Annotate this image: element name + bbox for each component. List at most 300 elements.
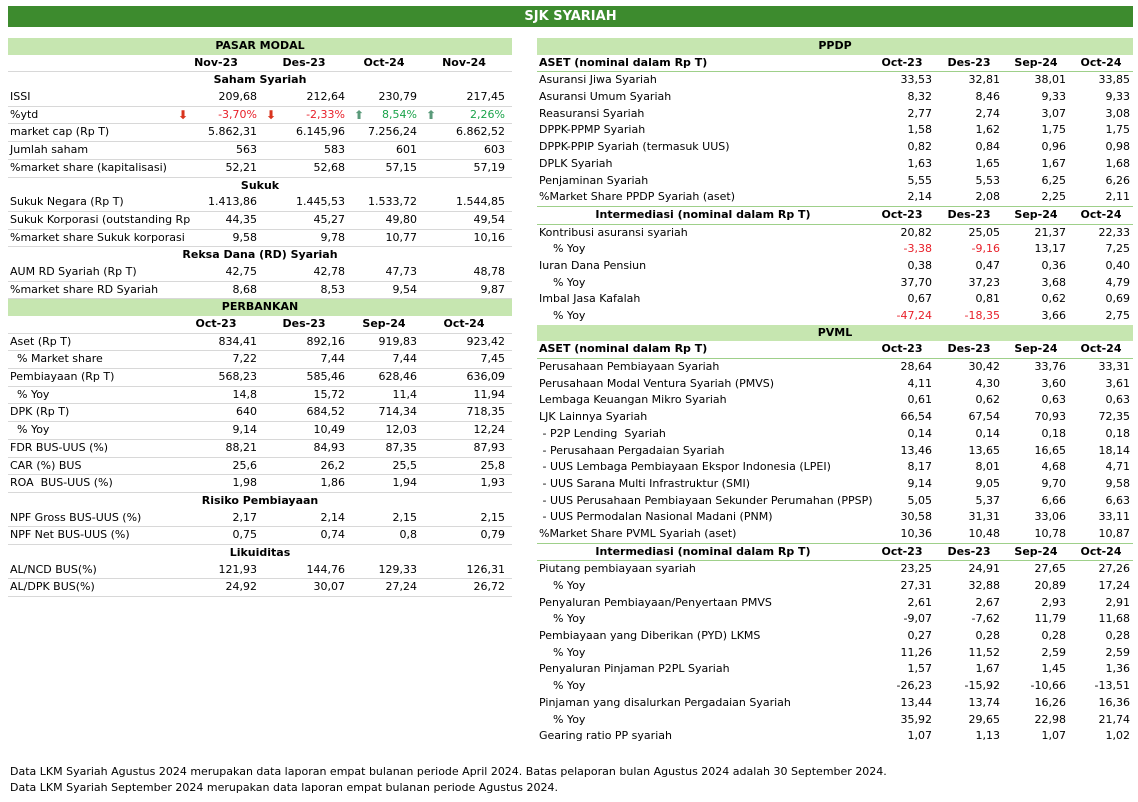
row-value: 20,89 (1034, 579, 1066, 592)
section-pasar-modal (8, 38, 512, 55)
row-value: 16,26 (1034, 695, 1066, 709)
table-row (8, 282, 512, 300)
row-value: 714,34 (378, 405, 417, 419)
table-row (537, 241, 1133, 258)
header-perbankan-col: Des-23 (282, 317, 326, 330)
row-value: -3,70% (218, 107, 257, 121)
table-row (537, 645, 1133, 662)
row-value: 28,64 (900, 360, 932, 374)
row-value: 33,31 (1098, 360, 1130, 374)
row-value: 11,4 (392, 387, 417, 401)
row-value: 583 (324, 143, 345, 157)
table-row (537, 595, 1133, 612)
row-value: 38,01 (1034, 73, 1066, 87)
table-row (8, 369, 512, 387)
table-row (537, 526, 1133, 543)
row-value: 16,65 (1034, 443, 1066, 457)
table-row (537, 509, 1133, 526)
row-label: %ytd (10, 107, 39, 121)
table-row (8, 230, 512, 248)
row-value: 4,30 (975, 376, 1000, 390)
row-value: 6,26 (1105, 173, 1130, 187)
row-label: Gearing ratio PP syariah (539, 729, 672, 743)
row-value: 87,35 (385, 440, 417, 454)
row-value: 3,07 (1041, 106, 1066, 120)
row-value: 10,36 (900, 526, 932, 540)
row-value: -2,33% (306, 107, 345, 121)
table-row (537, 72, 1133, 89)
footnote-2: Data LKM Syariah September 2024 merupakan data laporan empat bulanan periode Agustus 2024. (10, 781, 558, 794)
table-row (8, 422, 512, 440)
row-value: 4,71 (1105, 460, 1130, 474)
row-value: 0,84 (975, 140, 1000, 154)
row-value: 7.256,24 (368, 125, 417, 139)
row-label: - UUS Lembaga Pembiayaan Ekspor Indonesia (LPEI) (539, 460, 831, 474)
subsection-risiko-label: Risiko Pembiayaan (201, 493, 319, 507)
row-value: 8,32 (907, 90, 932, 104)
row-label: %Market Share PPDP Syariah (aset) (539, 190, 736, 204)
row-value: 9,14 (232, 423, 257, 437)
row-value: 48,78 (473, 264, 505, 278)
row-value: 1,65 (975, 156, 1000, 170)
row-label: Imbal Jasa Kafalah (539, 292, 641, 306)
row-value: 16,36 (1098, 695, 1130, 709)
header-pasar-modal (8, 55, 512, 73)
table-row (8, 334, 512, 352)
subsection-likuiditas-label: Likuiditas (229, 545, 291, 559)
row-value: 9,78 (320, 230, 345, 244)
row-value: 9,70 (1041, 476, 1066, 490)
header-col: Oct-23 (881, 207, 923, 221)
row-value: 7,25 (1105, 242, 1130, 256)
row-value: 1.413,86 (208, 195, 257, 209)
row-value: 640 (236, 405, 257, 419)
row-value: 23,25 (900, 562, 932, 576)
row-value: 10,78 (1034, 526, 1066, 540)
row-label: market cap (Rp T) (10, 125, 110, 139)
row-value: 892,16 (306, 334, 345, 348)
arrow-up-icon: ⬆ (426, 107, 437, 122)
table-row (537, 409, 1133, 426)
row-value: 13,44 (900, 695, 932, 709)
table-row (537, 443, 1133, 460)
table-row (8, 562, 512, 580)
row-value: 1,36 (1105, 662, 1130, 676)
row-value: 1,86 (320, 476, 345, 490)
row-label: DPLK Syariah (539, 156, 613, 170)
row-value: 1,67 (1041, 156, 1066, 170)
header-col: Des-23 (947, 544, 991, 558)
header-label: Intermediasi (nominal dalam Rp T) (595, 207, 811, 221)
header-pvml-aset-col: Oct-23 (881, 342, 923, 356)
row-label: % Yoy (539, 679, 586, 693)
row-value: 27,65 (1034, 562, 1066, 576)
row-value: 10,48 (968, 526, 1000, 540)
row-value: 0,61 (907, 393, 932, 407)
row-value: 11,68 (1098, 612, 1130, 626)
row-label: NPF Net BUS-UUS (%) (10, 528, 130, 542)
header-pasar-modal-col: Des-23 (282, 55, 326, 69)
row-label: LJK Lainnya Syariah (539, 410, 648, 424)
row-value: 2,59 (1041, 645, 1066, 659)
table-row (8, 440, 512, 458)
row-value: 70,93 (1034, 410, 1066, 424)
row-label: Asuransi Umum Syariah (539, 90, 672, 104)
row-value: 12,24 (473, 423, 505, 437)
header-pvml-aset-label: ASET (nominal dalam Rp T) (539, 342, 708, 356)
row-label: % Yoy (539, 612, 586, 626)
row-value: 8,17 (907, 460, 932, 474)
row-value: 568,23 (218, 370, 257, 384)
row-value: 26,2 (320, 458, 345, 472)
row-label: - UUS Permodalan Nasional Madani (PNM) (539, 510, 773, 524)
row-label: Pinjaman yang disalurkan Pergadaian Syariah (539, 695, 791, 709)
row-value: 26,72 (473, 580, 505, 594)
row-value: 0,75 (232, 528, 257, 542)
row-value: 4,68 (1041, 460, 1066, 474)
row-value: 45,27 (313, 212, 345, 226)
arrow-down-icon: ⬇ (266, 107, 277, 122)
table-row (537, 225, 1133, 242)
table-row (537, 678, 1133, 695)
table-row (8, 89, 512, 107)
subsection-0-label: Saham Syariah (213, 73, 307, 87)
header-ppdp-aset-col: Oct-23 (881, 55, 923, 69)
row-value: 2,11 (1105, 190, 1130, 204)
row-value: 2,93 (1041, 595, 1066, 609)
row-value: 1,68 (1105, 156, 1130, 170)
row-value: 0,18 (1105, 426, 1130, 440)
row-label: Iuran Dana Pensiun (539, 258, 647, 272)
row-label: % Yoy (10, 387, 50, 401)
row-value: 24,92 (225, 580, 257, 594)
row-value: 67,54 (968, 410, 1000, 424)
row-value: 10,16 (473, 230, 505, 244)
row-label: Perusahaan Modal Ventura Syariah (PMVS) (539, 376, 775, 390)
row-value: 84,93 (313, 440, 345, 454)
row-value: 4,79 (1105, 275, 1130, 289)
row-value: 21,37 (1034, 225, 1066, 239)
table-row (8, 404, 512, 422)
header-ppdp-aset-col: Oct-24 (1080, 55, 1122, 69)
row-value: 29,65 (968, 712, 1000, 726)
header-perbankan-col: Oct-23 (195, 317, 237, 330)
row-value: 57,15 (385, 160, 417, 174)
row-label: Lembaga Keuangan Mikro Syariah (539, 393, 727, 407)
row-label: %market share (kapitalisasi) (10, 160, 167, 174)
row-value: 0,98 (1105, 140, 1130, 154)
row-label: % Yoy (539, 712, 586, 726)
row-value: 923,42 (466, 334, 505, 348)
table-row (537, 695, 1133, 712)
table-row (8, 212, 512, 230)
row-value: 0,74 (320, 528, 345, 542)
row-label: % Yoy (539, 579, 586, 592)
row-value: 0,67 (907, 292, 932, 306)
row-label: Penjaminan Syariah (539, 173, 649, 187)
header-pasar-modal-col: Nov-24 (442, 55, 486, 69)
section-ppdp (537, 38, 1133, 55)
subsection-0 (8, 72, 512, 89)
row-value: -3,38 (903, 242, 932, 256)
row-value: 7,22 (232, 352, 257, 366)
row-value: 27,24 (385, 580, 417, 594)
table-row (537, 476, 1133, 493)
section-pvml (537, 325, 1133, 342)
row-value: 2,26% (470, 107, 505, 121)
table-row (537, 291, 1133, 308)
table-row (8, 351, 512, 369)
row-label: Asuransi Jiwa Syariah (539, 73, 657, 87)
row-label: DPK (Rp T) (10, 405, 70, 419)
table-row (8, 124, 512, 142)
row-value: -7,62 (971, 612, 1000, 626)
row-value: 9,87 (480, 282, 505, 296)
row-value: 66,54 (900, 410, 932, 424)
table-row (537, 89, 1133, 106)
row-value: 209,68 (218, 90, 257, 104)
row-value: 4,11 (907, 376, 932, 390)
row-value: 9,05 (975, 476, 1000, 490)
row-label: Perusahaan Pembiayaan Syariah (539, 360, 720, 374)
row-value: 35,92 (900, 712, 932, 726)
row-value: 0,62 (975, 393, 1000, 407)
header-pvml-aset-col: Oct-24 (1080, 342, 1122, 356)
row-label: Kontribusi asuransi syariah (539, 225, 688, 239)
row-value: 217,45 (466, 90, 505, 104)
row-value: 2,14 (320, 510, 345, 524)
row-value: 1,62 (975, 123, 1000, 137)
row-value: 1.544,85 (456, 195, 505, 209)
row-value: 24,91 (968, 562, 1000, 576)
table-row (537, 712, 1133, 729)
row-label: % Yoy (539, 309, 586, 322)
row-value: 121,93 (218, 562, 257, 576)
row-value: 7,45 (480, 352, 505, 366)
row-value: -10,66 (1030, 679, 1066, 693)
row-value: 47,73 (385, 264, 417, 278)
header-ppdp-aset (537, 55, 1133, 73)
row-value: 9,14 (907, 476, 932, 490)
section-pvml-label: PVML (817, 325, 853, 339)
table-row (537, 258, 1133, 275)
row-label: DPPK-PPIP Syariah (termasuk UUS) (539, 140, 730, 154)
header-label: Intermediasi (nominal dalam Rp T) (595, 544, 811, 558)
table-row (537, 611, 1133, 628)
table-row (537, 561, 1133, 578)
row-value: 87,93 (473, 440, 505, 454)
row-value: 8,54% (382, 107, 417, 121)
row-value: 0,82 (907, 140, 932, 154)
header-perbankan-col: Oct-24 (443, 317, 485, 330)
table-row (8, 475, 512, 493)
table-row (537, 459, 1133, 476)
row-label: NPF Gross BUS-UUS (%) (10, 510, 142, 524)
row-value: 9,58 (232, 230, 257, 244)
row-value: 0,38 (907, 258, 932, 272)
row-value: 30,07 (313, 580, 345, 594)
row-value: 6.145,96 (296, 125, 345, 139)
row-value: 15,72 (313, 387, 345, 401)
row-value: 1,75 (1105, 123, 1130, 137)
row-value: 2,77 (907, 106, 932, 120)
row-value: -13,51 (1094, 679, 1130, 693)
row-value: -18,35 (964, 309, 1000, 322)
header-perbankan-col: Sep-24 (362, 317, 406, 330)
header-pvml-aset (537, 341, 1133, 359)
header-ppdp-aset-col: Des-23 (947, 55, 991, 69)
row-value: 1,45 (1041, 662, 1066, 676)
table-row (537, 173, 1133, 190)
row-label: Penyaluran Pembiayaan/Penyertaan PMVS (539, 595, 772, 609)
row-value: 10,49 (313, 423, 345, 437)
row-value: 0,47 (975, 258, 1000, 272)
row-value: 72,35 (1098, 410, 1130, 424)
table-row (8, 527, 512, 545)
row-value: 22,33 (1098, 225, 1130, 239)
row-value: 5,53 (975, 173, 1000, 187)
subsection-likuiditas (8, 545, 512, 562)
row-value: 5,37 (975, 493, 1000, 507)
row-value: 1.445,53 (296, 195, 345, 209)
row-value: 5,55 (907, 173, 932, 187)
header-pvml-aset-col: Des-23 (947, 342, 991, 356)
row-value: 0,28 (1105, 629, 1130, 643)
row-value: 57,19 (473, 160, 505, 174)
table-row (537, 578, 1133, 595)
header-col: Sep-24 (1014, 207, 1058, 221)
left-panel (8, 38, 512, 597)
row-label: - Perusahaan Pergadaian Syariah (539, 443, 725, 457)
row-label: % Yoy (10, 423, 50, 437)
header-col: Sep-24 (1014, 544, 1058, 558)
row-value: 18,14 (1098, 443, 1130, 457)
row-label: % Market share (10, 352, 103, 366)
row-value: 1,67 (975, 662, 1000, 676)
table-row (8, 579, 512, 597)
row-value: 11,79 (1034, 612, 1066, 626)
row-value: 12,03 (385, 423, 417, 437)
subsection-2-label: Reksa Dana (RD) Syariah (182, 248, 338, 262)
row-value: 144,76 (306, 562, 345, 576)
row-value: 2,59 (1105, 645, 1130, 659)
row-value: 13,46 (900, 443, 932, 457)
row-value: 3,60 (1041, 376, 1066, 390)
footnote-1: Data LKM Syariah Agustus 2024 merupakan data laporan empat bulanan periode April 2024. Batas pelaporan bulan Agustus 2024 adalah 30 September 2024. (10, 765, 887, 778)
row-value: 33,76 (1034, 360, 1066, 374)
section-perbankan (8, 299, 512, 316)
row-label: AUM RD Syariah (Rp T) (10, 264, 137, 278)
table-row (8, 160, 512, 178)
row-value: 0,14 (907, 426, 932, 440)
row-value: 230,79 (378, 90, 417, 104)
row-label: ISSI (10, 90, 31, 104)
row-value: -26,23 (896, 679, 932, 693)
row-value: 44,35 (225, 212, 257, 226)
header-col: Des-23 (947, 207, 991, 221)
row-value: 25,8 (480, 458, 505, 472)
row-label: Sukuk Korporasi (outstanding Rp (10, 212, 191, 226)
table-row (537, 426, 1133, 443)
row-label: Pembiayaan yang Diberikan (PYD) LKMS (539, 629, 761, 643)
row-value: 31,31 (968, 510, 1000, 524)
row-value: 11,26 (900, 645, 932, 659)
row-label: Jumlah saham (10, 143, 89, 157)
header-pvml-aset-col: Sep-24 (1014, 342, 1058, 356)
header-ppdp-aset-col: Sep-24 (1014, 55, 1058, 69)
row-value: 2,74 (975, 106, 1000, 120)
row-value: 8,53 (320, 282, 345, 296)
page-title: SJK SYARIAH (8, 6, 1133, 27)
row-value: 20,82 (900, 225, 932, 239)
row-value: 0,69 (1105, 292, 1130, 306)
table-row (8, 142, 512, 160)
row-value: 52,21 (225, 160, 257, 174)
row-value: 834,41 (218, 334, 257, 348)
row-value: 21,74 (1098, 712, 1130, 726)
row-value: 49,80 (385, 212, 417, 226)
row-label: - UUS Perusahaan Pembiayaan Sekunder Perumahan (PPSP) (539, 493, 873, 507)
row-value: 0,62 (1041, 292, 1066, 306)
subsection-2 (8, 247, 512, 264)
header-pasar-modal-col: Oct-24 (363, 55, 405, 69)
table-row (537, 106, 1133, 123)
row-value: 10,87 (1098, 526, 1130, 540)
table-row (537, 156, 1133, 173)
row-value: 32,88 (968, 579, 1000, 592)
row-value: 2,61 (907, 595, 932, 609)
row-value: 636,09 (466, 370, 505, 384)
row-value: -9,16 (971, 242, 1000, 256)
row-value: 126,31 (466, 562, 505, 576)
row-label: ROA BUS-UUS (%) (10, 476, 113, 490)
row-value: 1,93 (480, 476, 505, 490)
row-label: AL/DPK BUS(%) (10, 580, 95, 594)
table-row (537, 728, 1133, 745)
row-label: - P2P Lending Syariah (539, 426, 666, 440)
arrow-down-icon: ⬇ (178, 107, 189, 122)
row-value: 13,74 (968, 695, 1000, 709)
row-label: %market share RD Syariah (10, 282, 159, 296)
row-value: 1,98 (232, 476, 257, 490)
row-value: 1,07 (1041, 729, 1066, 743)
row-value: 25,5 (392, 458, 417, 472)
row-value: 1,58 (907, 123, 932, 137)
table-row (537, 122, 1133, 139)
row-value: 0,40 (1105, 258, 1130, 272)
row-label: % Yoy (539, 275, 586, 289)
subsection-1 (8, 178, 512, 195)
header-perbankan (8, 316, 512, 334)
table-row (8, 387, 512, 405)
subsection-1-label: Sukuk (240, 178, 280, 192)
table-row (8, 458, 512, 476)
header-col: Oct-24 (1080, 544, 1122, 558)
subsection-risiko (8, 493, 512, 510)
row-value: 0,79 (480, 528, 505, 542)
row-value: 32,81 (968, 73, 1000, 87)
row-value: 3,61 (1105, 376, 1130, 390)
row-value: 2,91 (1105, 595, 1130, 609)
row-value: 0,81 (975, 292, 1000, 306)
table-row (537, 628, 1133, 645)
header-pvml-intermediasi (537, 543, 1133, 562)
row-label: Aset (Rp T) (10, 334, 72, 348)
section-ppdp-label: PPDP (818, 39, 852, 52)
row-value: 1,75 (1041, 123, 1066, 137)
row-value: 0,14 (975, 426, 1000, 440)
table-row (8, 510, 512, 528)
